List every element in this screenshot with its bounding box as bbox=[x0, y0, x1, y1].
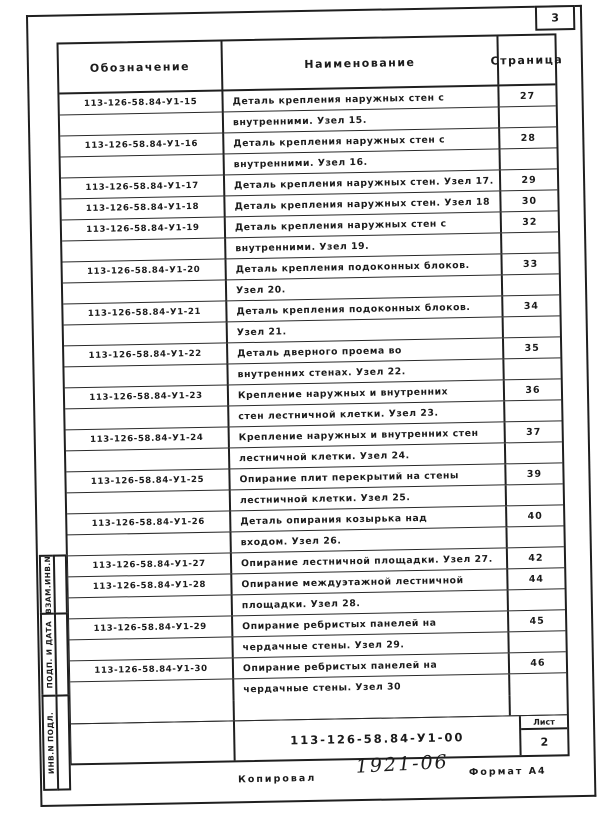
designation-cell: 113-126-58.84-У1-24 bbox=[66, 427, 230, 450]
designation-cell bbox=[70, 679, 234, 703]
handwritten-number: 1921-06 bbox=[355, 750, 450, 778]
designation-cell: 113-126-58.84-У1-25 bbox=[66, 469, 230, 492]
page-cell: 42 bbox=[528, 552, 544, 564]
designation-cell bbox=[60, 112, 224, 135]
name-cell: лестничной клетки. Узел 25. bbox=[231, 485, 507, 510]
designation-cell: 113-126-58.84-У1-26 bbox=[67, 511, 231, 534]
name-cell: Опирание плит перекрытий на стены bbox=[230, 464, 506, 489]
designation-cell: 113-126-58.84-У1-18 bbox=[61, 196, 225, 219]
contents-table bbox=[56, 33, 569, 765]
header-designation: Обозначение bbox=[59, 41, 224, 92]
stamp-empty-cell bbox=[54, 612, 70, 696]
page-cell bbox=[507, 484, 563, 505]
name-cell: площадки. Узел 28. bbox=[233, 590, 509, 615]
page-cell bbox=[504, 316, 560, 337]
stamp-empty-cell bbox=[55, 694, 71, 790]
name-cell: внутренними. Узел 19. bbox=[226, 233, 502, 258]
name-cell: внутренних стенах. Узел 22. bbox=[228, 359, 504, 384]
page-frame-bottom bbox=[40, 795, 596, 807]
page-cell: 35 bbox=[524, 342, 540, 354]
document-number: 113-126-58.84-У1-00 bbox=[235, 716, 522, 760]
page-cell: 32 bbox=[522, 216, 538, 228]
designation-cell: 113-126-58.84-У1-15 bbox=[59, 91, 223, 114]
name-cell: Деталь крепления наружных стен с bbox=[226, 212, 502, 237]
designation-cell: 113-126-58.84-У1-21 bbox=[63, 301, 227, 324]
name-cell: Крепление наружных и внутренних bbox=[229, 380, 505, 405]
page-cell bbox=[503, 274, 559, 295]
page-cell: 33 bbox=[522, 258, 539, 270]
name-cell: Деталь крепления подоконных блоков. bbox=[226, 254, 502, 279]
page-cell: 28 bbox=[520, 132, 537, 144]
table-body bbox=[59, 85, 566, 703]
page-cell bbox=[502, 232, 558, 253]
designation-cell bbox=[67, 490, 231, 513]
name-cell: Опирание ребристых панелей на bbox=[234, 653, 510, 678]
page-cell: 40 bbox=[527, 510, 543, 522]
page-cell bbox=[501, 148, 557, 169]
name-cell: Деталь крепления наружных стен с bbox=[224, 128, 500, 153]
page-cell: 45 bbox=[529, 615, 545, 627]
sheet-box bbox=[521, 715, 568, 755]
name-cell: внутренними. Узел 16. bbox=[225, 149, 501, 174]
name-cell: Опирание лестничной площадки. Узел 27. bbox=[232, 548, 508, 573]
page-frame-right bbox=[580, 5, 597, 797]
stamp-label-inv: ИНВ.N ПОДЛ. bbox=[45, 711, 56, 775]
designation-cell: 113-126-58.84-У1-29 bbox=[69, 616, 233, 639]
name-cell: Узел 21. bbox=[228, 317, 504, 342]
page-frame-left bbox=[26, 15, 43, 807]
name-cell: Опирание междуэтажной лестничной bbox=[232, 569, 508, 594]
page-cell: 30 bbox=[521, 195, 538, 207]
designation-cell: 113-126-58.84-У1-22 bbox=[64, 343, 228, 366]
designation-cell bbox=[64, 364, 228, 387]
table-header-row bbox=[59, 35, 564, 94]
page-cell: 36 bbox=[525, 384, 541, 396]
designation-cell bbox=[69, 595, 233, 618]
designation-cell bbox=[64, 322, 228, 345]
name-cell: Деталь крепления наружных стен. Узел 17. bbox=[225, 170, 501, 195]
page-cell bbox=[510, 673, 566, 695]
stamp-column bbox=[39, 554, 71, 790]
page-cell bbox=[511, 694, 567, 715]
designation-cell bbox=[69, 637, 233, 660]
designation-cell bbox=[65, 406, 229, 429]
name-cell: Деталь крепления наружных стен с bbox=[223, 86, 499, 111]
designation-cell: 113-126-58.84-У1-30 bbox=[70, 658, 234, 681]
title-block-empty-cell bbox=[71, 721, 236, 763]
page-cell bbox=[505, 400, 561, 421]
sheet-label: Лист bbox=[521, 715, 567, 730]
designation-cell: 113-126-58.84-У1-28 bbox=[68, 574, 232, 597]
designation-cell bbox=[61, 154, 225, 177]
page-cell: 44 bbox=[528, 573, 545, 585]
name-cell: Деталь крепления подоконных блоков. bbox=[227, 296, 503, 321]
name-cell: Опирание ребристых панелей на bbox=[233, 611, 509, 636]
format-label: Формат А4 bbox=[468, 765, 547, 779]
designation-cell bbox=[63, 280, 227, 303]
designation-cell: 113-126-58.84-У1-19 bbox=[62, 217, 226, 240]
stamp-empty-cell bbox=[53, 554, 68, 614]
designation-cell bbox=[68, 532, 232, 555]
name-cell: входом. Узел 26. bbox=[231, 527, 507, 552]
page-cell bbox=[504, 358, 560, 379]
copied-label: Копировал bbox=[237, 772, 317, 786]
page-cell bbox=[500, 106, 556, 127]
page-cell bbox=[509, 589, 565, 610]
page-cell bbox=[507, 526, 563, 547]
name-cell: Крепление наружных и внутренних стен bbox=[230, 422, 506, 447]
corner-page-number: 3 bbox=[551, 11, 560, 25]
page-cell: 27 bbox=[519, 90, 536, 102]
page-frame-top bbox=[26, 5, 582, 17]
designation-cell bbox=[62, 238, 226, 261]
name-cell: стен лестничной клетки. Узел 23. bbox=[229, 401, 505, 426]
designation-cell: 113-126-58.84-У1-16 bbox=[60, 133, 224, 156]
name-cell: чердачные стены. Узел 30 bbox=[234, 674, 510, 700]
name-cell: Деталь дверного проема во bbox=[228, 338, 504, 363]
corner-page-number-box bbox=[535, 5, 575, 31]
name-cell: внутренними. Узел 15. bbox=[224, 107, 500, 132]
header-page: Страница bbox=[490, 52, 564, 68]
name-cell: лестничной клетки. Узел 24. bbox=[230, 443, 506, 468]
page-cell: 46 bbox=[530, 657, 546, 669]
page-cell: 39 bbox=[526, 468, 543, 480]
page-cell bbox=[506, 442, 562, 463]
designation-cell: 113-126-58.84-У1-23 bbox=[65, 385, 229, 408]
page-cell bbox=[509, 631, 565, 652]
designation-cell: 113-126-58.84-У1-20 bbox=[63, 259, 227, 282]
designation-cell: 113-126-58.84-У1-27 bbox=[68, 553, 232, 576]
designation-cell bbox=[71, 700, 235, 723]
designation-cell: 113-126-58.84-У1-17 bbox=[61, 175, 225, 198]
designation-cell bbox=[66, 448, 230, 471]
name-cell: Деталь крепления наружных стен. Узел 18 bbox=[225, 191, 501, 216]
name-cell: Деталь опирания козырька над bbox=[231, 506, 507, 531]
page-cell: 37 bbox=[525, 426, 542, 438]
page-cell: 29 bbox=[521, 174, 537, 186]
name-cell: чердачные стены. Узел 29. bbox=[233, 632, 509, 657]
name-cell: Узел 20. bbox=[227, 275, 503, 300]
sheet-number: 2 bbox=[540, 735, 549, 749]
stamp-label-podp: ПОДП. И ДАТА bbox=[43, 620, 54, 689]
header-name: Наименование bbox=[222, 36, 499, 89]
page-cell: 34 bbox=[523, 300, 540, 312]
stamp-label-vzam: ВЗАМ.ИНВ.N bbox=[42, 555, 53, 614]
